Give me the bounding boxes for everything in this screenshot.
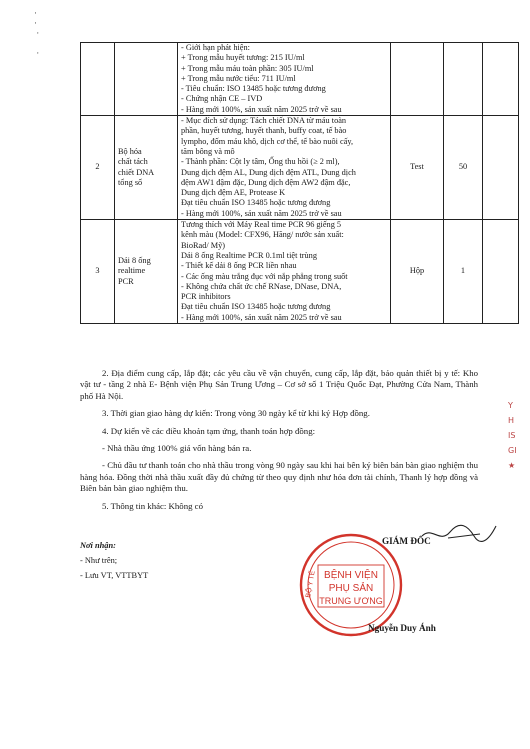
row2-unit: Test <box>391 116 444 220</box>
stamp-line: PHỤ SẢN <box>328 583 374 594</box>
edge-marks: Y H IS GI ★ <box>508 401 517 470</box>
scan-dots: · · · · <box>34 8 40 58</box>
stamp-line: BỆNH VIỆN <box>324 570 378 581</box>
stamp-side-text: BỘ Y TẾ <box>305 570 317 599</box>
paragraph-delivery-location: 2. Địa điểm cung cấp, lắp đặt; các yêu cầu về vận chuyển, cung cấp, lắp đặt, bảo quản thiết bị y tế: Kho vật tư - tầng 2 nhà E- Bệnh viện Phụ Sản Trung Ương – Cơ sở số 1 Triệu Quốc Đạt, Phường Cửa Nam, Thành phố Hà Nội. <box>80 368 478 401</box>
paragraph-payment-detail: - Chủ đầu tư thanh toán cho nhà thầu trong vòng 90 ngày sau khi hai bên ký biên bản bàn giao nghiệm thu hàng hóa. Đồng thời nhà thầu xuất đầy đủ chứng từ theo quy định như hóa đơn tài chính, Thanh lý hợp đồng và Biên bản bàn giao nghiệm thu. <box>80 460 478 494</box>
signer-name: Nguyễn Duy Ánh <box>368 623 436 633</box>
row2-quantity: 50 <box>444 116 483 220</box>
row3-unit: Hộp <box>391 220 444 324</box>
row3-number: 3 <box>81 220 115 324</box>
recipient-item: - Lưu VT, VTTBYT <box>80 571 149 580</box>
recipient-item: - Như trên; <box>80 556 118 565</box>
paragraph-delivery-time: 3. Thời gian giao hàng dự kiến: Trong vòng 30 ngày kể từ khi ký Hợp đồng. <box>102 408 370 419</box>
recipients-heading: Nơi nhận: <box>80 541 116 550</box>
row3-description: Tương thích với Máy Real time PCR 96 giếng 5 kênh màu (Model: CFX96, Hãng/ nước sản xuất: BioRad/ Mỹ) Dải 8 ống Realtime PCR 0.1ml tiệt trùng - Thiết kế dải 8 ống PCR liền nhau - Các ống màu trắng đục với nắp phẳng trong suốt - Không chứa chất ức chế RNase, DNase, DNA, PCR inhibitors Đạt tiêu chuẩn ISO 13485 hoặc tương đương - Hàng mới 100%, sản xuất năm 2025 trở về sau <box>178 220 391 324</box>
recipients <box>80 538 148 583</box>
signature-title: GIÁM ĐỐC <box>382 536 431 546</box>
document-body <box>80 368 478 512</box>
row1-description: - Giới hạn phát hiện: + Trong mẫu huyết tương: 215 IU/ml + Trong mẫu máu toàn phần: 305 IU/ml + Trong mẫu nước tiểu: 711 IU/ml - Tiêu chuẩn: ISO 13485 hoặc tương đương - Chứng nhận CE – IVD - Hàng mới 100%, sản xuất năm 2025 trở về sau <box>178 43 391 116</box>
row3-name: Dải 8 ống realtime PCR <box>115 220 178 324</box>
table-row <box>81 116 519 220</box>
paragraph-other-info: 5. Thông tin khác: Không có <box>102 500 203 511</box>
specification-table <box>80 42 519 324</box>
table-row <box>81 220 519 324</box>
table-row <box>81 43 519 116</box>
row2-name: Bộ hóa chất tách chiết DNA tổng số <box>115 116 178 220</box>
row3-quantity: 1 <box>444 220 483 324</box>
paragraph-payment-terms: 4. Dự kiến về các điều khoản tạm ứng, thanh toán hợp đồng: <box>102 425 316 436</box>
row2-description: - Mục đích sử dụng: Tách chiết DNA từ máu toàn phần, huyết tương, huyết thanh, buffy coat, tế bào lympho, đốm máu khô, dịch cơ thể, tế bào nuôi cấy, tăm bông và mô - Thành phần: Cột ly tâm, Ống thu hồi (≥ 2 ml), Dung dịch đệm AL, Dung dịch đệm ATL, Dung dịch đệm AW1 đậm đặc, Dung dịch đệm AW2 đậm đặc, Dung dịch đệm AE, Protease K Đạt tiêu chuẩn ISO 13485 hoặc tương đương - Hàng mới 100%, sản xuất năm 2025 trở về sau <box>178 116 391 220</box>
row2-number: 2 <box>81 116 115 220</box>
paragraph-advance: - Nhà thầu ứng 100% giá vốn hàng bán ra. <box>102 443 252 454</box>
stamp-line: TRUNG ƯƠNG <box>319 596 383 606</box>
